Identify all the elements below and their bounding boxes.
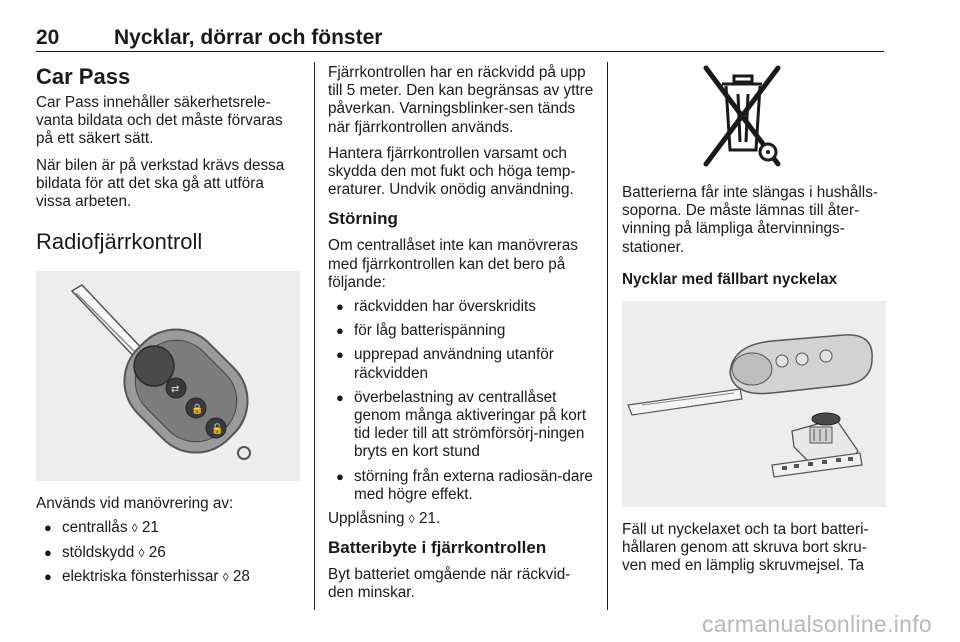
list-item: ● elektriska fönsterhissar ◊ 28	[44, 567, 250, 585]
page-ref-icon: ◊	[138, 545, 145, 560]
column-1	[36, 64, 300, 592]
fault-causes-list	[328, 298, 594, 504]
folding-key-heading: Nycklar med fällbart nyckelax	[622, 270, 838, 288]
fold-out-paragraph: Fäll ut nyckelaxet och ta bort batteri-hållaren genom att skruva bort skru-ven med en lämplig skruvmejsel. Ta	[622, 521, 869, 575]
disposal-paragraph: Batterierna får inte slängas i hushålls-soporna. De måste lämnas till åter-vinning på lämpliga återvinnings-stationer.	[622, 184, 878, 256]
range-paragraph: Fjärrkontrollen har en räckvidd på upp till 5 meter. Den kan begränsas av yttre påverkan. Varningsblinker-sen tänds när fjärrkontrollen används.	[328, 64, 594, 136]
battery-change-heading: Batteribyte i fjärrkontrollen	[328, 538, 547, 558]
remote-key-fob-image	[36, 271, 300, 481]
used-for-text: Används vid manövrering av:	[36, 495, 234, 513]
storning-paragraph: Om centrallåset inte kan manövreras med fjärrkontrollen kan det bero på följande:	[328, 237, 578, 291]
storning-heading: Störning	[328, 209, 398, 229]
svg-text:🔒: 🔒	[191, 404, 204, 416]
list-item: ● störning från externa radiosän-dare med högre effekt.	[336, 467, 593, 503]
battery-change-paragraph: Byt batteriet omgående när räckvid-den minskar.	[328, 566, 571, 602]
list-item: ● stöldskydd ◊ 26	[44, 543, 166, 561]
page-ref-link[interactable]: 21	[418, 510, 436, 528]
column-divider	[607, 62, 608, 610]
chapter-title: Nycklar, dörrar och fönster	[114, 26, 383, 49]
svg-text:⇄: ⇄	[171, 384, 180, 396]
page-ref-link[interactable]: 28	[232, 567, 250, 585]
list-item: ● centrallås ◊ 21	[44, 519, 159, 537]
page-ref-link[interactable]: 26	[148, 543, 166, 561]
list-item: ● räckvidden har överskridits	[336, 298, 536, 316]
folding-key-battery-image	[622, 301, 886, 507]
list-item: ● för låg batterispänning	[336, 322, 506, 340]
watermark: carmanualsonline.info	[701, 611, 932, 637]
remote-functions-list	[36, 519, 300, 586]
column-divider	[314, 62, 315, 610]
page-ref-icon: ◊	[408, 512, 415, 527]
list-item: ● överbelastning av centrallåset genom många aktiveringar på kort tid leder till att strömförsörj-ningen bryts en kort stund	[336, 388, 587, 461]
car-pass-paragraph-2: När bilen är på verkstad krävs dessa bildata för att det ska gå att utföra vissa arbeten.	[36, 156, 285, 211]
page-number: 20	[36, 26, 60, 49]
column-3	[622, 64, 888, 584]
car-pass-heading: Car Pass	[36, 64, 131, 89]
page-ref-link[interactable]: 21	[141, 519, 159, 537]
page-header	[36, 26, 884, 52]
page-ref-icon: ◊	[131, 521, 138, 536]
list-item: ● upprepad användning utanför räckvidden	[336, 346, 554, 382]
car-pass-paragraph-1: Car Pass innehåller säkerhetsrele-vanta bildata och det måste förvaras på ett säkert sätt.	[36, 94, 283, 148]
column-2	[328, 64, 594, 611]
radio-remote-heading: Radiofjärrkontroll	[36, 229, 203, 255]
weee-crossed-bin-icon	[622, 64, 886, 176]
svg-text:🔓: 🔓	[211, 424, 224, 436]
page-ref-icon: ◊	[222, 569, 229, 584]
unlock-reference: Upplåsning ◊ 21.	[328, 510, 441, 528]
handling-paragraph: Hantera fjärrkontrollen varsamt och skydda den mot fukt och höga temp-eraturer. Undvik onödig användning.	[328, 144, 576, 199]
